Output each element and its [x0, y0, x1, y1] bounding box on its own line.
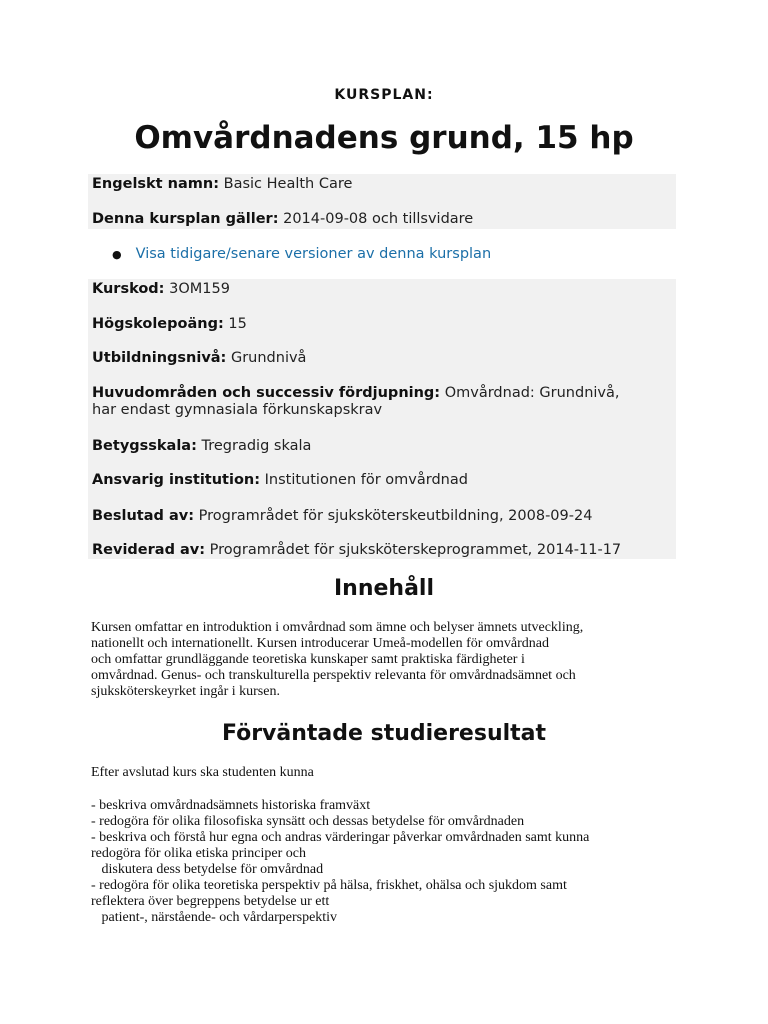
info-row-valid-from [92, 211, 672, 228]
info-row-level [92, 350, 672, 367]
info-row-credits [92, 316, 672, 333]
info-value: Programrådet för sjuksköterskeprogrammet, 2014-11-17 [209, 542, 622, 558]
paragraph-line: Kursen omfattar en introduktion i omvårdnad som ämne och belyser ämnets utveckling, [91, 620, 584, 635]
outcomes-heading: Förväntade studieresultat [221, 721, 547, 746]
outcome-line: reflektera över begreppens betydelse ur ett [91, 894, 330, 909]
outcome-line: redogöra för olika etiska principer och [91, 846, 306, 861]
outcome-line: - beskriva omvårdnadsämnets historiska framväxt [91, 798, 371, 813]
info-value: 2014-09-08 och tillsvidare [283, 211, 474, 227]
versions-link[interactable]: Visa tidigare/senare versioner av denna kursplan [135, 246, 492, 262]
info-row-decided-by [92, 508, 672, 525]
paragraph-line: nationellt och internationellt. Kursen introducerar Umeå-modellen för omvårdnad [91, 636, 549, 651]
info-label: Betygsskala: [92, 438, 197, 454]
info-label: Utbildningsnivå: [92, 350, 227, 366]
info-value: Programrådet för sjuksköterskeutbildning, 2008-09-24 [198, 508, 593, 524]
info-row-revised-by [92, 542, 672, 559]
info-value: 15 [228, 316, 247, 332]
outcome-line: diskutera dess betydelse för omvårdnad [91, 862, 324, 877]
info-value: Grundnivå [230, 350, 307, 366]
info-row-english-name [92, 176, 672, 193]
paragraph-line: omvårdnad. Genus- och transkulturella perspektiv relevanta för omvårdnadsämnet och [91, 668, 576, 683]
info-row-course-code [92, 281, 672, 298]
bullet-icon: ● [112, 248, 122, 261]
info-row-department [92, 472, 672, 489]
info-value-line2: har endast gymnasiala förkunskapskrav [92, 402, 383, 418]
info-label: Denna kursplan gäller: [92, 211, 279, 227]
info-label: Reviderad av: [92, 542, 206, 558]
info-row-grading [92, 438, 672, 455]
info-value: Basic Health Care [223, 176, 353, 192]
content-heading: Innehåll [333, 576, 435, 601]
outcomes-intro: Efter avslutad kurs ska studenten kunna [91, 765, 314, 780]
course-title: Omvårdnadens grund, 15 hp [134, 120, 634, 156]
content-paragraph [91, 620, 691, 700]
outcome-line: - redogöra för olika filosofiska synsätt och dessas betydelse för omvårdnaden [91, 814, 525, 829]
outcome-line: patient-, närstående- och vårdarperspektiv [91, 910, 338, 925]
info-value: 3OM159 [169, 281, 230, 297]
info-label: Kurskod: [92, 281, 165, 297]
document-label: KURSPLAN: [334, 87, 434, 103]
info-value: Omvårdnad: Grundnivå, [444, 385, 620, 401]
info-label: Ansvarig institution: [92, 472, 261, 488]
info-row-main-field [92, 385, 672, 419]
outcome-line: - beskriva och förstå hur egna och andras värderingar påverkar omvårdnaden samt kunna [91, 830, 590, 845]
versions-list-item [112, 246, 491, 262]
paragraph-line: och omfattar grundläggande teoretiska kunskaper samt praktiska färdigheter i [91, 652, 525, 667]
outcomes-list [91, 798, 691, 926]
info-value: Institutionen för omvårdnad [264, 472, 468, 488]
info-label: Huvudområden och successiv fördjupning: [92, 385, 441, 401]
info-label: Högskolepoäng: [92, 316, 224, 332]
info-value: Tregradig skala [201, 438, 312, 454]
paragraph-line: sjuksköterskeyrket ingår i kursen. [91, 684, 280, 699]
outcome-line: - redogöra för olika teoretiska perspektiv på hälsa, friskhet, ohälsa och sjukdom samt [91, 878, 567, 893]
info-label: Engelskt namn: [92, 176, 220, 192]
info-label: Beslutad av: [92, 508, 194, 524]
